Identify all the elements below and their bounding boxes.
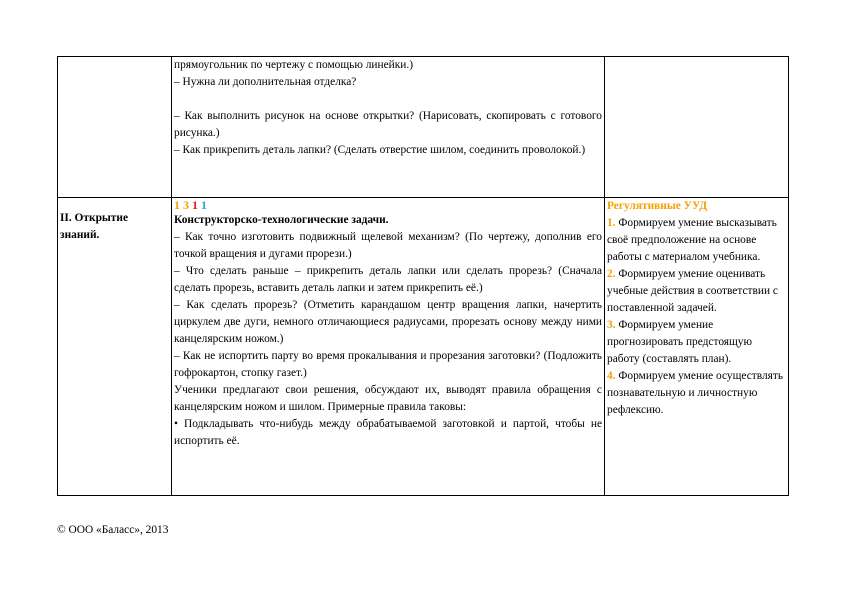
- table-row: [58, 198, 789, 496]
- activity-line: – Как не испортить парту во время прокалывания и прорезания заготовки? (Подложить гофрокартон, стопку газет.): [174, 350, 602, 379]
- uud-number: 2.: [607, 268, 616, 280]
- table-row: [58, 57, 789, 198]
- activity-line: – Как выполнить рисунок на основе открытки? (Нарисовать, скопировать с готового рисунка.): [174, 110, 602, 139]
- color-code: 3: [183, 198, 189, 212]
- activity-line: – Что сделать раньше – прикрепить деталь лапки или сделать прорезь? (Сначала сделать прорезь, вставить деталь лапки и затем прикрепить её.): [174, 265, 602, 294]
- color-code: 1: [201, 198, 207, 212]
- activity-line: – Как точно изготовить подвижный щелевой механизм? (По чертежу, дополнив его точкой вращения и дугами прорези.): [174, 231, 602, 260]
- uud-item: [607, 215, 786, 266]
- activity-line: Ученики предлагают свои решения, обсуждают их, выводят правила обращения с канцелярским ножом и шилом. Примерные правила таковы:: [174, 384, 602, 413]
- uud-text: Формируем умение осуществлять познавательную и личностную рефлексию.: [607, 370, 784, 416]
- activity-cell: [172, 57, 605, 198]
- color-code: 1: [174, 198, 180, 212]
- activity-line: прямоугольник по чертежу с помощью линейки.): [174, 59, 413, 71]
- uud-number: 3.: [607, 319, 616, 331]
- activity-line: [174, 91, 602, 108]
- activity-line: – Как прикрепить деталь лапки? (Сделать отверстие шилом, соединить проволокой.): [174, 144, 586, 156]
- uud-heading: Регулятивные УУД: [607, 200, 708, 212]
- uud-item: [607, 317, 786, 368]
- color-codes: [174, 198, 602, 212]
- uud-cell: [605, 57, 789, 198]
- phase-title: II. Открытие знаний.: [60, 212, 129, 241]
- color-code: 1: [192, 198, 198, 212]
- activity-cell: [172, 198, 605, 496]
- activity-line: • Подкладывать что-нибудь между обрабатываемой заготовкой и партой, чтобы не испортить её.: [174, 418, 602, 447]
- uud-item: [607, 266, 786, 317]
- task-title: Конструкторско-технологические задачи.: [174, 214, 389, 226]
- activity-line: – Как сделать прорезь? (Отметить карандашом центр вращения лапки, начертить циркулем две дуги, немного отличающиеся радиусами, прорезать основу между ними канцелярским ножом.): [174, 299, 602, 345]
- lesson-table: [57, 56, 789, 496]
- uud-number: 4.: [607, 370, 616, 382]
- activity-line: – Нужна ли дополнительная отделка?: [174, 76, 357, 88]
- uud-text: Формируем умение оценивать учебные действия в соответствии с поставленной задачей.: [607, 268, 778, 314]
- uud-text: Формируем умение прогнозировать предстоящую работу (составлять план).: [607, 319, 753, 365]
- uud-number: 1.: [607, 217, 616, 229]
- uud-item: [607, 368, 786, 419]
- phase-cell: [58, 198, 172, 496]
- uud-cell: [605, 198, 789, 496]
- copyright-footer: © ООО «Баласс», 2013: [57, 524, 169, 536]
- uud-text: Формируем умение высказывать своё предположение на основе работы с материалом учебника.: [607, 217, 777, 263]
- phase-cell: [58, 57, 172, 198]
